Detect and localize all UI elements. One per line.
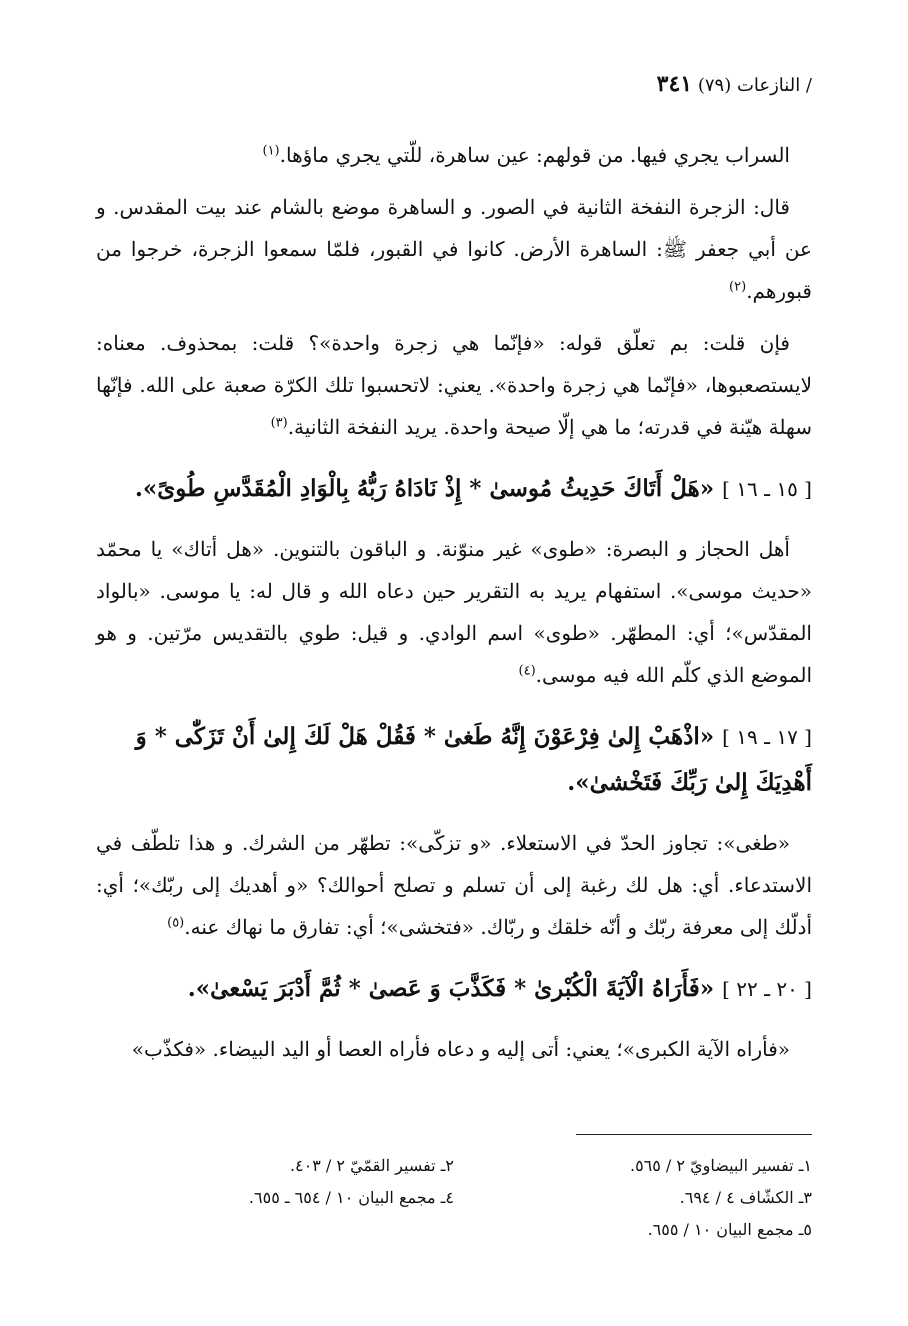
footnote-5: ٥ـ مجمع البيان ١٠ / ٦٥٥. [647,1220,812,1239]
verse-ref: [ ١٥ ـ ١٦ ] [722,477,812,501]
paragraph-2 [96,186,812,312]
verse-heading-2 [96,714,812,806]
verse-text: «اذْهَبْ إِلىٰ فِرْعَوْنَ إِنَّهُ طَغىٰ * فَقُلْ هَلْ لَكَ إِلىٰ أَنْ تَزَكّٰى * وَ أَهْدِيَكَ إِلىٰ رَبِّكَ فَتَخْشىٰ». [135,723,812,796]
paragraph-1 [96,134,812,176]
footnote-marker: (٢) [729,279,747,295]
paragraph-3 [96,322,812,448]
footnote-marker: (٣) [270,415,288,431]
verse-heading-1 [96,466,812,512]
page-number: ٣٤١ [656,71,693,97]
verse-ref: [ ١٧ ـ ١٩ ] [722,725,812,749]
footnotes [96,1150,812,1246]
paragraph-text: قال: الزجرة النفخة الثانية في الصور. و الساهرة موضع بالشام عند بيت المقدس. و عن أبي جعفر ﷺ: الساهرة الأرض. كانوا في القبور، فلمّا سمعوا الزجرة، خرجوا من قبورهم. [96,195,812,303]
verse-text: «فَأَرَاهُ الْآيَةَ الْكُبْرىٰ * فَكَذَّبَ وَ عَصىٰ * ثُمَّ أَدْبَرَ يَسْعىٰ». [187,975,715,1002]
paragraph-text: فإن قلت: بم تعلّق قوله: «فإنّما هي زجرة واحدة»؟ قلت: بمحذوف. معناه: لايستصعبوها، «فإنّما هي زجرة واحدة». يعني: لاتحسبوا تلك الكرّة صعبة على الله. فإنّها سهلة هيّنة في قدرته؛ ما هي إلّا صيحة واحدة. يريد النفخة الثانية. [96,331,812,439]
footnote-marker: (١) [262,143,280,159]
footnote-2: ٢ـ تفسير القمّيّ ٢ / ٤٠٣. [289,1156,454,1175]
footnote-marker: (٤) [518,663,536,679]
paragraph-5 [96,822,812,948]
verse-ref: [ ٢٠ ـ ٢٢ ] [722,977,812,1001]
footnote-marker: (٥) [167,915,185,931]
paragraph-text: «فأراه الآية الكبرى»؛ يعني: أتى إليه و دعاه فأراه العصا أو اليد البيضاء. «فكذّب» [131,1037,790,1061]
running-title: / النازعات (٧٩) [697,75,812,96]
paragraph-text: السراب يجري فيها. من قولهم: عين ساهرة، للّتي يجري ماؤها. [279,143,790,167]
footnote-1: ١ـ تفسير البيضاويّ ٢ / ٥٦٥. [629,1156,812,1175]
verse-text: «هَلْ أَتَاكَ حَدِيثُ مُوسىٰ * إِذْ نَادَاهُ رَبُّهُ بِالْوَادِ الْمُقَدَّسِ طُوىً». [134,475,715,502]
paragraph-text: «طغى»: تجاوز الحدّ في الاستعلاء. «و تزكّى»: تطهّر من الشرك. و هذا تلطّف في الاستدعاء. أي: هل لك رغبة إلى أن تسلم و تصلح أحوالك؟ «و أهديك إلى ربّك»؛ أي: أدلّك إلى معرفة ربّك و أنّه خلقك و ربّاك. «فتخشى»؛ أي: تفارق ما نهاك عنه. [96,831,813,939]
footnote-3: ٣ـ الكشّاف ٤ / ٦٩٤. [679,1188,812,1207]
footnote-divider [576,1134,812,1135]
verse-heading-3 [96,966,812,1012]
footnote-row [96,1182,812,1214]
paragraph-text: أهل الحجاز و البصرة: «طوى» غير منوّنة. و الباقون بالتنوين. «هل أتاك» يا محمّد «حديث موسى». استفهام يريد به التقرير حين دعاه الله و قال له: يا موسى. «بالواد المقدّس»؛ أي: المطهّر. «طوى» اسم الوادي. و قيل: طوي بالتقديس مرّتين. و هو الموضع الذي كلّم الله فيه موسى. [96,537,812,687]
footnote-row [96,1214,812,1246]
paragraph-4 [96,528,812,696]
footnote-4: ٤ـ مجمع البيان ١٠ / ٦٥٤ ـ ٦٥٥. [248,1188,454,1207]
paragraph-6 [96,1028,812,1070]
body-text [96,134,812,1080]
footnote-row [96,1150,812,1182]
running-header [657,72,812,98]
